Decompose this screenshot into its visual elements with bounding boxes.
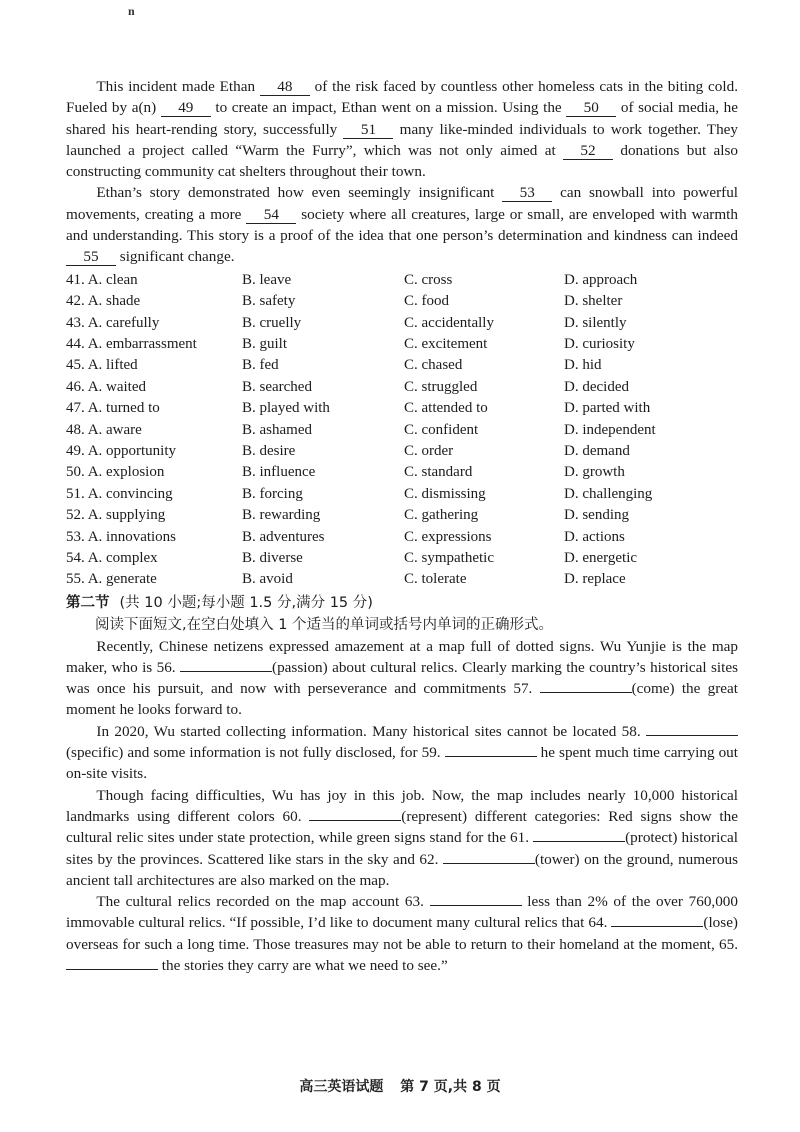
answer-blank[interactable] [445, 742, 537, 757]
option-text: A. generate [87, 571, 157, 588]
question-number: 54. [66, 549, 85, 566]
option-text: D. independent [564, 421, 656, 438]
option-text: A. supplying [87, 507, 166, 524]
option-d[interactable] [564, 462, 656, 483]
option-text: A. clean [87, 271, 138, 288]
option-d[interactable] [564, 548, 656, 569]
option-text: C. struggled [404, 378, 478, 395]
option-text: A. opportunity [87, 442, 177, 459]
option-text: B. fed [242, 357, 279, 374]
option-text: C. food [404, 293, 449, 310]
answer-blank[interactable] [611, 912, 703, 927]
answer-blank[interactable] [180, 657, 272, 672]
text-segment: (passion) about cultural relics. Clearly marking the country’s historical sites was once his pursuit, and now with perseverance and commitments 57. [66, 658, 739, 698]
text-segment: This incident made Ethan [96, 78, 260, 95]
text-segment: (protect) historical sites by the provinces. Scattered like stars in the sky and 62. [66, 829, 738, 868]
option-a[interactable] [66, 334, 242, 355]
option-text: B. played with [242, 400, 330, 417]
option-text: C. dismissing [404, 485, 486, 502]
text-segment: Ethan’s story demonstrated how even seemingly insignificant [96, 184, 503, 202]
paragraph [66, 636, 738, 721]
option-text: C. standard [404, 464, 473, 481]
text-segment: to create an impact, Ethan went on a mission. Using the [210, 99, 567, 117]
blank-49[interactable]: 49 [161, 99, 211, 117]
option-c[interactable] [404, 312, 564, 333]
option-b[interactable] [242, 505, 404, 526]
section2-title: 第二节 [66, 594, 110, 611]
option-d[interactable] [564, 569, 656, 590]
question-number: 44. [66, 336, 85, 353]
question-row [66, 505, 656, 526]
answer-blank[interactable] [66, 955, 158, 970]
question-row [66, 484, 656, 505]
option-text: B. guilt [242, 336, 288, 353]
option-text: D. sending [564, 507, 629, 524]
option-text: D. decided [564, 378, 629, 395]
option-b[interactable] [242, 548, 404, 569]
option-text: B. safety [242, 293, 296, 310]
paragraph [66, 76, 738, 182]
blank-53[interactable]: 53 [502, 184, 552, 202]
question-number: 53. [66, 528, 85, 545]
option-text: A. complex [87, 549, 158, 566]
text-segment: society where all creatures, large or small, are enveloped with warmth and understanding. This story is a proof of the idea that one person’s determination and kindness can indeed [66, 205, 738, 245]
options-table [66, 270, 656, 591]
option-a[interactable] [66, 398, 242, 419]
option-b[interactable] [242, 569, 404, 590]
corner-mark: n [128, 4, 135, 18]
text-segment: donations but also constructing community cat shelters throughout their town. [66, 141, 738, 181]
option-text: A. explosion [87, 464, 165, 481]
option-text: D. hid [564, 357, 602, 374]
paragraph [66, 785, 738, 891]
text-segment: can snowball into powerful movements, creating a more [66, 184, 739, 223]
question-row [66, 291, 656, 312]
option-a[interactable] [66, 441, 242, 462]
section2-header [66, 593, 738, 614]
text-segment: significant change. [116, 248, 235, 266]
question-row [66, 419, 656, 440]
option-text: B. diverse [242, 549, 303, 566]
option-d[interactable] [564, 398, 656, 419]
option-c[interactable] [404, 462, 564, 483]
footer-subject: 高三英语试题 [299, 1079, 384, 1095]
option-b[interactable] [242, 462, 404, 483]
option-a[interactable] [66, 526, 242, 547]
option-text: B. desire [242, 442, 296, 459]
option-d[interactable] [564, 526, 656, 547]
option-a[interactable] [66, 355, 242, 376]
answer-blank[interactable] [443, 849, 535, 864]
option-a[interactable] [66, 548, 242, 569]
option-b[interactable] [242, 270, 404, 291]
question-number: 50. [66, 464, 85, 481]
blank-55[interactable]: 55 [66, 248, 116, 266]
option-text: A. lifted [87, 357, 138, 374]
answer-blank[interactable] [533, 827, 625, 842]
text-segment: (tower) on the ground, numerous ancient tall architectures are also marked on the map. [66, 850, 738, 889]
text-segment: (represent) different categories: Red signs show the cultural relic sites under state protection, while green signs stand for the 61. [66, 807, 738, 847]
question-row [66, 441, 656, 462]
option-b[interactable] [242, 398, 404, 419]
question-number: 43. [66, 314, 85, 331]
question-row [66, 462, 656, 483]
option-text: C. tolerate [404, 571, 467, 588]
option-a[interactable] [66, 377, 242, 398]
option-c[interactable] [404, 398, 564, 419]
option-d[interactable] [564, 291, 656, 312]
option-c[interactable] [404, 334, 564, 355]
option-b[interactable] [242, 291, 404, 312]
text-segment: less than 2% of the over 760,000 immovable cultural relics. “If possible, I’d like to document many cultural relics that 64. [66, 893, 738, 932]
paragraph [66, 891, 738, 976]
option-text: A. innovations [87, 528, 177, 545]
blank-48[interactable]: 48 [260, 78, 310, 96]
option-a[interactable] [66, 569, 242, 590]
option-c[interactable] [404, 526, 564, 547]
section2-scoring: (共 10 小题;每小题 1.5 分,满分 15 分) [119, 594, 373, 611]
option-text: D. actions [564, 528, 625, 545]
option-d[interactable] [564, 270, 656, 291]
option-text: B. cruelly [242, 314, 302, 331]
option-text: B. forcing [242, 485, 303, 502]
option-text: D. shelter [564, 293, 623, 310]
option-text: A. waited [87, 378, 147, 395]
answer-blank[interactable] [646, 721, 738, 736]
option-c[interactable] [404, 377, 564, 398]
question-row [66, 526, 656, 547]
question-number: 52. [66, 507, 85, 524]
option-text: D. parted with [564, 400, 651, 417]
text-segment: The cultural relics recorded on the map account 63. [96, 893, 430, 911]
page-footer [0, 1076, 800, 1096]
grammar-passage [66, 636, 738, 977]
option-text: D. demand [564, 442, 630, 459]
option-text: C. gathering [404, 507, 479, 524]
option-text: D. growth [564, 464, 625, 481]
option-text: C. expressions [404, 528, 492, 545]
blank-54[interactable]: 54 [246, 206, 296, 224]
option-c[interactable] [404, 419, 564, 440]
question-number: 51. [66, 485, 85, 502]
option-a[interactable] [66, 505, 242, 526]
option-a[interactable] [66, 291, 242, 312]
text-segment: (specific) and some information is not fully disclosed, for 59. [66, 744, 445, 762]
option-a[interactable] [66, 484, 242, 505]
option-c[interactable] [404, 548, 564, 569]
option-text: C. excitement [404, 336, 488, 353]
option-d[interactable] [564, 484, 656, 505]
answer-blank[interactable] [540, 678, 632, 693]
option-d[interactable] [564, 334, 656, 355]
question-number: 49. [66, 442, 85, 459]
option-text: C. sympathetic [404, 549, 494, 566]
text-segment: of the risk faced by countless other homeless cats in the biting cold. Fueled by a(n) [66, 78, 738, 117]
option-a[interactable] [66, 312, 242, 333]
text-segment: he spent much time carrying out on-site visits. [66, 744, 738, 783]
option-d[interactable] [564, 505, 656, 526]
question-row [66, 270, 656, 291]
option-text: B. rewarding [242, 507, 321, 524]
option-b[interactable] [242, 441, 404, 462]
question-row [66, 312, 656, 333]
option-b[interactable] [242, 355, 404, 376]
text-segment: Recently, Chinese netizens expressed amazement at a map full of dotted signs. Wu Yunjie is the map maker, who is 56. [66, 637, 738, 676]
option-text: D. approach [564, 271, 638, 288]
option-c[interactable] [404, 355, 564, 376]
question-number: 45. [66, 357, 85, 374]
option-c[interactable] [404, 270, 564, 291]
option-c[interactable] [404, 484, 564, 505]
option-d[interactable] [564, 441, 656, 462]
option-a[interactable] [66, 270, 242, 291]
option-c[interactable] [404, 291, 564, 312]
option-b[interactable] [242, 526, 404, 547]
footer-page-info: 第 7 页,共 8 页 [400, 1079, 501, 1095]
option-text: B. searched [242, 378, 312, 395]
option-text: A. turned to [87, 400, 160, 417]
option-b[interactable] [242, 484, 404, 505]
exam-page [66, 76, 738, 976]
option-text: A. embarrassment [87, 336, 197, 353]
text-segment: the stories they carry are what we need to see.” [158, 956, 448, 974]
option-c[interactable] [404, 569, 564, 590]
answer-blank[interactable] [430, 891, 522, 906]
option-text: A. shade [87, 293, 141, 310]
option-d[interactable] [564, 355, 656, 376]
text-segment: Though facing difficulties, Wu has joy in this job. Now, the map includes nearly 10,000 historical landmarks using different colors 60. [66, 786, 738, 825]
option-c[interactable] [404, 505, 564, 526]
question-row [66, 569, 656, 590]
question-number: 48. [66, 421, 85, 438]
option-text: B. influence [242, 464, 316, 481]
blank-50[interactable]: 50 [566, 99, 616, 117]
option-text: B. adventures [242, 528, 325, 545]
option-text: D. silently [564, 314, 627, 331]
question-row [66, 377, 656, 398]
answer-blank[interactable] [309, 806, 401, 821]
option-b[interactable] [242, 419, 404, 440]
section2-instruction: 阅读下面短文,在空白处填入 1 个适当的单词或括号内单词的正确形式。 [95, 616, 554, 633]
text-segment: many like-minded individuals to work together. They launched a project called “Warm the Furry”, which was not only aimed at [66, 120, 738, 159]
option-text: C. cross [404, 271, 453, 288]
option-b[interactable] [242, 377, 404, 398]
question-row [66, 548, 656, 569]
option-d[interactable] [564, 312, 656, 333]
question-number: 42. [66, 293, 85, 310]
question-row [66, 398, 656, 419]
option-c[interactable] [404, 441, 564, 462]
blank-52[interactable]: 52 [563, 142, 613, 160]
question-number: 41. [66, 271, 85, 288]
option-a[interactable] [66, 462, 242, 483]
option-text: D. replace [564, 571, 626, 588]
option-text: A. aware [87, 421, 142, 438]
text-segment: (come) the great moment he looks forward to. [66, 680, 738, 719]
option-text: A. carefully [87, 314, 160, 331]
option-text: B. avoid [242, 571, 293, 588]
option-text: C. accidentally [404, 314, 494, 331]
paragraph [66, 721, 738, 785]
option-text: C. confident [404, 421, 479, 438]
option-text: C. chased [404, 357, 463, 374]
option-text: D. challenging [564, 485, 653, 502]
option-text: D. curiosity [564, 336, 635, 353]
option-text: C. attended to [404, 400, 488, 417]
question-number: 46. [66, 378, 85, 395]
question-number: 47. [66, 400, 85, 417]
option-text: C. order [404, 442, 454, 459]
text-segment: of social media, he shared his heart-rending story, successfully [66, 99, 738, 138]
option-b[interactable] [242, 334, 404, 355]
option-text: A. convincing [87, 485, 173, 502]
option-d[interactable] [564, 419, 656, 440]
blank-51[interactable]: 51 [343, 121, 393, 139]
option-d[interactable] [564, 377, 656, 398]
text-segment: In 2020, Wu started collecting information. Many historical sites cannot be located 58. [96, 722, 646, 740]
option-b[interactable] [242, 312, 404, 333]
option-text: B. ashamed [242, 421, 312, 438]
option-a[interactable] [66, 419, 242, 440]
option-text: D. energetic [564, 549, 638, 566]
question-row [66, 334, 656, 355]
question-number: 55. [66, 571, 85, 588]
text-segment: (lose) overseas for such a long time. Those treasures may not be able to return to their homeland at the moment, 65. [66, 914, 738, 953]
option-text: B. leave [242, 271, 292, 288]
cloze-passage [66, 76, 738, 268]
question-row [66, 355, 656, 376]
paragraph [66, 182, 738, 267]
